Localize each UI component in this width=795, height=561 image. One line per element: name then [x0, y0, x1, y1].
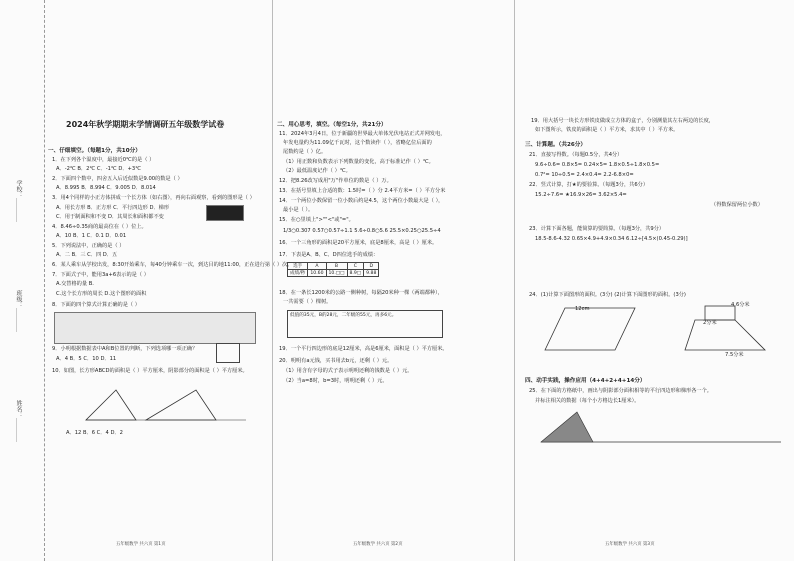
- q-line: 18.5-8.6-4.32 0.65×4.9+4.9×0.34 6.12÷[4.5×(0.45-0.29)]: [535, 236, 688, 242]
- q-line: 16．一个三角形的面积是20平方厘米，底是8厘米，高是（ ）厘米。: [279, 240, 438, 246]
- table-row: [288, 263, 379, 270]
- q-line: A．8.995 B．8.994 C．9.005 D．8.014: [56, 185, 156, 191]
- q-line: 15．在○里填上">""<"或"="。: [279, 217, 354, 223]
- table-cell: 9.88: [364, 270, 379, 277]
- q-line: 尾数约是（ ）亿。: [283, 149, 327, 155]
- triangle-figure: [76, 384, 256, 424]
- q-line: 并标注相关的数据（每个小方格边长1厘米）。: [535, 398, 640, 404]
- q-line: 如下图所示，铁皮的面积是（ ）平方米，求其中（ ）平方米。: [535, 127, 679, 133]
- q-line: 20．明明有a元钱，买书用去b元，还剩（ ）元。: [279, 358, 393, 364]
- q-line: C．用于制面积和不变 D．其周长和面积都不变: [56, 214, 164, 220]
- q-line: 24．(1)计算下面图形的面积。(3分) (2)计算下面图形的面积。(3分): [529, 292, 686, 298]
- grid-figure: [216, 343, 240, 363]
- q-line: 2．下面四个数中，四舍五入后近似数是9.00的数是（ ）: [52, 176, 183, 182]
- q-line: 12．把8.26改写成用"万"作单位的数是（ ）万。: [279, 178, 392, 184]
- q-line: 1/3○0.307 0.57○0.57÷1.1 5.6÷0.8○5.6 25.5×0.25○25.5÷4: [283, 228, 441, 234]
- calc-illustration: [54, 312, 256, 344]
- table-cell: A: [308, 263, 326, 270]
- school-label: 学校：＿＿＿＿: [15, 180, 22, 222]
- q-line: 15.2÷7.6= ★16.9×26= 3.62×5.4=: [535, 192, 627, 198]
- score-table: [287, 262, 379, 277]
- q-line: A．4 B．5 C．10 D．11: [56, 356, 117, 362]
- q-line: 25．在下面的方格纸中，画出与阴影部分面积相等的平行四边形和梯形各一个。: [529, 388, 712, 394]
- page-footer-1: 五年级数学 共六页 第1页: [116, 542, 166, 547]
- q-line: 0.7²= 10÷0.5= 2.4×0.4= 2.2-6.8×0=: [535, 172, 634, 178]
- class-label: 班级：＿＿＿＿: [15, 290, 22, 332]
- table-cell: 8.9□: [347, 270, 364, 277]
- page-footer-2: 五年级数学 共六页 第2页: [353, 542, 403, 547]
- note-box: 低值的35元，B的28元，二年级的55元，再多6元。: [287, 310, 443, 338]
- dim-label: 12cm: [575, 306, 590, 312]
- q-line: （1）用正数和负数表示下列数量的变化，高于标准记作（ ）℃。: [283, 159, 434, 165]
- q-line: A．二 B．三 C．四 D．五: [56, 252, 118, 258]
- q-line: （1）用含有字母的式子表示明明还剩的钱数是（ ）元。: [283, 368, 413, 374]
- q-line: 3．用4个同样的小正方体拼成一个长方体（如右图），再向右面观察，看到的图形是（ ）: [52, 195, 255, 201]
- table-cell: D: [364, 263, 379, 270]
- shaded-grid: [541, 410, 781, 444]
- q-line: 23．计算下面各题，能简算的要简算。（每题3分，共9分）: [529, 226, 665, 232]
- q-line: 19．用大括号一块长方形铁皮做成立方体的盒子，分别测量其左右两边的长度，: [531, 118, 714, 124]
- section-1-heading: 一、仔细填空。（每题1分，共10分）: [48, 148, 141, 154]
- q-line: A．-2℃ B．2℃ C．-1℃ D．+3℃: [56, 166, 142, 172]
- middle-column: [272, 0, 515, 561]
- q-line: C.这个长方形的周长 D.这个图形的面积: [56, 291, 147, 297]
- dim-label: 7.5分米: [725, 352, 744, 358]
- area-figures: [535, 302, 785, 362]
- rounding-note: （得数保留两位小数）: [711, 202, 763, 208]
- q-line: A．10 B．1 C．0.1 D．0.01: [56, 233, 127, 239]
- page-footer-3: 五年级数学 共六页 第3页: [605, 542, 655, 547]
- q-line: 9.6÷0.6= 0.8×5= 0.24×5= 1.8×0.5÷1.8×0.5=: [535, 162, 660, 168]
- q-line: 7．下面式子中，能用3a+6表示的是（ ）: [52, 272, 149, 278]
- dim-label: 4.6分米: [731, 302, 750, 308]
- q-line: 17．下表是A、B、C、D四位选手的成绩：: [279, 252, 379, 258]
- left-column: [46, 0, 293, 561]
- q-line: （2）最低温度记作（ ）℃。: [283, 168, 351, 174]
- q-line: 18．在一条长1200米的公路一侧种树，每隔20米种一棵（两端都种），: [279, 290, 443, 296]
- name-label: 姓名：＿＿＿＿: [15, 400, 22, 442]
- q-line: A．用长方形 B．正方形 C．平行四边形 D．梯形: [56, 205, 170, 211]
- q-line: 最小是（ ）。: [283, 207, 314, 213]
- q-line: 8．下面的四个算式计算正确的是（ ）: [52, 302, 140, 308]
- table-cell: C: [347, 263, 364, 270]
- right-column: [514, 0, 795, 561]
- q-line: 6．某人乘车从学校出发，8:30开始乘车，每40分钟乘车一次，到达目的地11:00，正在进行第（ ）次。: [52, 262, 293, 268]
- q-line: 22．竖式计算，打★的要验算。（每题3分，共6分）: [529, 182, 649, 188]
- q-line: A．12 B．6 C．4 D．2: [66, 430, 123, 436]
- table-cell: 成绩/秒: [288, 270, 308, 277]
- dim-label: 2分米: [703, 320, 717, 326]
- cube-figure: [206, 205, 244, 221]
- q-line: 13．在括号里填上合适的数：1.5时=（ ）分 2.4平方米=（ ）平方分米: [279, 188, 446, 194]
- q-line: 14．一个两位小数保留一位小数后约是4.5，这个两位小数最大是（ ），: [279, 198, 444, 204]
- binding-strip: [0, 0, 45, 561]
- section-2-heading: 二、用心思考，填空。（每空1分，共21分）: [277, 122, 387, 128]
- q-line: A.交替格的量 B.: [56, 281, 94, 287]
- q-line: 5．下列说法中，正确的是（ ）: [52, 243, 125, 249]
- q-line: 11．2024年3月4日，位于新疆的世界最大单体光伏电站正式并网发电，: [279, 131, 446, 137]
- q-line: 21．直接写得数。（每题0.5分，共4分）: [529, 152, 623, 158]
- q-line: 一共需要（ ）棵树。: [283, 299, 332, 305]
- q-line: 年发电量约为11.09亿千瓦时，这个数读作（ ），省略亿位后面的: [283, 140, 432, 146]
- table-cell: B: [326, 263, 347, 270]
- q-line: 19．一个平行四边形的底是12厘米，高是6厘米，面积是（ ）平方厘米。: [279, 346, 448, 352]
- exam-title: 2024年秋学期期末学情调研五年级数学试卷: [66, 120, 225, 129]
- q-line: 10．如图，长方形ABCD的面积是（ ）平方厘米，阴影部分的面积是（ ）平方厘米。: [52, 368, 248, 374]
- section-4-heading: 四、动手实践，操作应用（4+4+2+4+14分）: [525, 378, 646, 384]
- table-cell: 选手: [288, 263, 308, 270]
- table-row: [288, 270, 379, 277]
- q-line: 1．在下列各个温度中，最接近0℃的是（ ）: [52, 157, 155, 163]
- q-line: 9．小明根据数据表中A和B位置的判断，下列选项哪一项正确？: [52, 346, 198, 352]
- q-line: 4．8.46÷0.35商的最高位在（ ）位上。: [52, 224, 147, 230]
- section-3-heading: 三、计算题。（共26分）: [525, 142, 586, 148]
- table-cell: 10.60: [308, 270, 326, 277]
- q-line: （2）当a=8时，b=3时，明明还剩（ ）元。: [283, 378, 388, 384]
- table-cell: 10.□□: [326, 270, 347, 277]
